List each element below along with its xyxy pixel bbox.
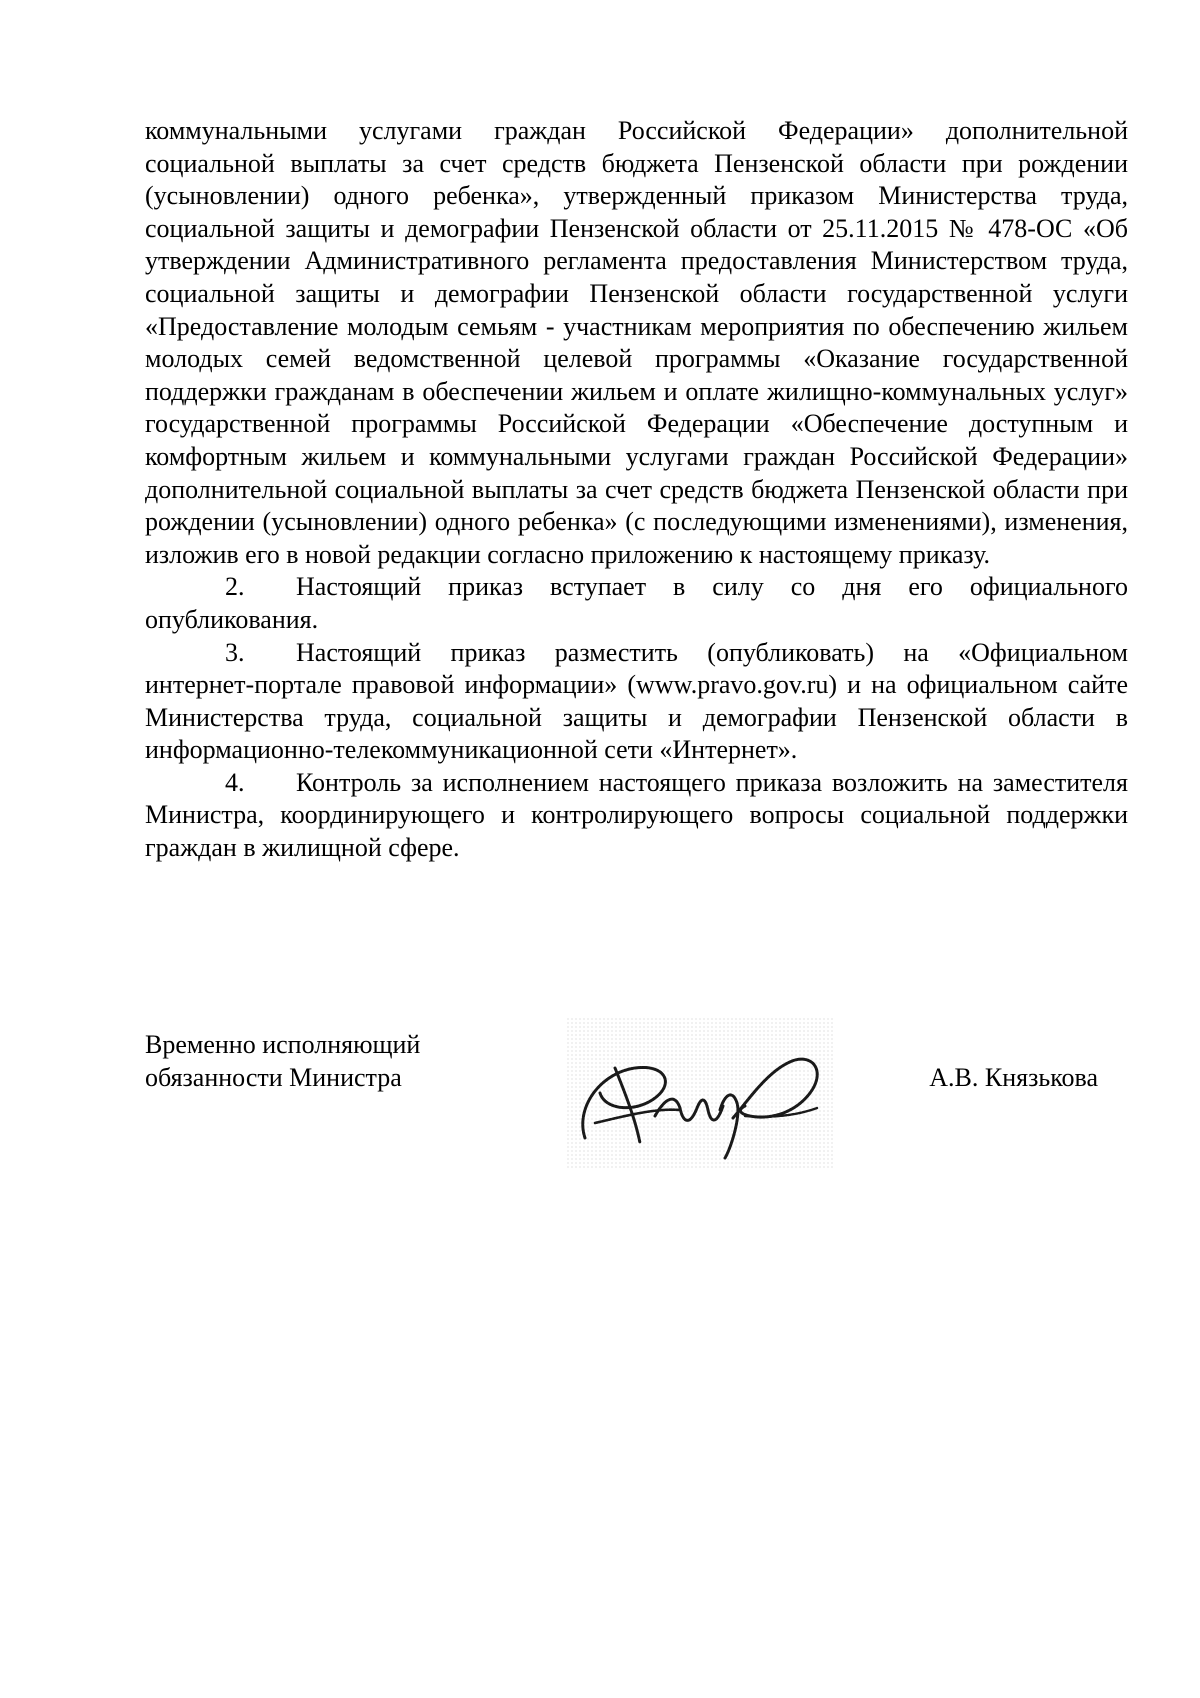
list-item bbox=[145, 571, 1128, 636]
list-item bbox=[145, 767, 1128, 865]
item-text: Настоящий приказ разместить (опубликовать) на «Официальном интернет-портале правовой информации» (www.pravo.gov.ru) и на официальном сайте Министерства труда, социальной защиты и демографии Пензенской области в информационно-телекоммуникационной сети «Интернет». bbox=[145, 637, 1128, 765]
list-item bbox=[145, 637, 1128, 767]
signatory-name: А.В. Князькова bbox=[929, 1063, 1098, 1092]
handwritten-signature bbox=[555, 998, 845, 1188]
item-number: 4. bbox=[225, 767, 245, 797]
signature-block bbox=[145, 1028, 1128, 1188]
signatory-title-line2: обязанности Министра bbox=[145, 1063, 402, 1092]
document-body bbox=[145, 115, 1128, 865]
signatory-title bbox=[145, 1028, 420, 1094]
item-number: 3. bbox=[225, 637, 245, 667]
signatory-title-line1: Временно исполняющий bbox=[145, 1030, 421, 1059]
item-number: 2. bbox=[225, 572, 245, 602]
continuation-paragraph: коммунальными услугами граждан Российской Федерации» дополнительной социальной выплаты за счет средств бюджета Пензенской области при рождении (усыновлении) одного ребенка», утвержденный приказом Министерства труда, социальной защиты и демографии Пензенской области от 25.11.2015 № 478-ОС «Об утверждении Административного регламента предоставления Министерством труда, социальной защиты и демографии Пензенской области государственной услуги «Предоставление молодым семьям - участникам мероприятия по обеспечению жильем молодых семей ведомственной целевой программы «Оказание государственной поддержки гражданам в обеспечении жильем и оплате жилищно-коммунальных услуг» государственной программы Российской Федерации «Обеспечение доступным и комфортным жильем и коммунальными услугами граждан Российской Федерации» дополнительной социальной выплаты за счет средств бюджета Пензенской области при рождении (усыновлении) одного ребенка» (с последующими изменениями), изменения, изложив его в новой редакции согласно приложению к настоящему приказу. bbox=[145, 116, 1128, 569]
item-text: Настоящий приказ вступает в силу со дня его официального опубликования. bbox=[145, 572, 1128, 634]
item-text: Контроль за исполнением настоящего приказа возложить на заместителя Министра, координирующего и контролирующего вопросы социальной поддержки граждан в жилищной сфере. bbox=[145, 767, 1128, 863]
